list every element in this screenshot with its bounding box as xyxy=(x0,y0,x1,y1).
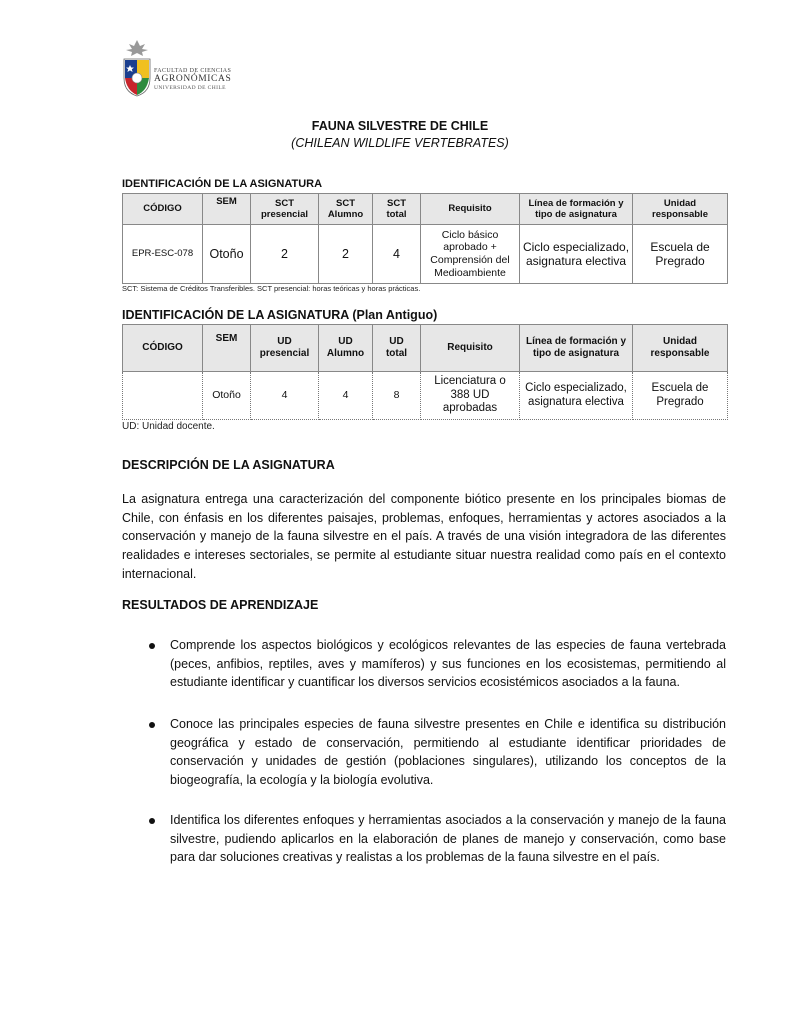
bullet-icon xyxy=(146,640,158,652)
header-line: UD xyxy=(338,336,353,347)
header-line: Unidad xyxy=(663,197,697,209)
cell-ud-total: 8 xyxy=(373,372,421,420)
cell-unidad xyxy=(633,372,728,420)
header-requisito: Requisito xyxy=(421,325,520,372)
cell-line: asignatura electiva xyxy=(528,395,624,408)
cell-requisito xyxy=(421,372,520,420)
cell-line: Pregrado xyxy=(655,254,705,268)
cell-ud-alumno: 4 xyxy=(319,372,373,420)
document-title: FAUNA SILVESTRE DE CHILE xyxy=(311,119,489,133)
resultados-heading: RESULTADOS DE APRENDIZAJE xyxy=(122,598,319,612)
header-line: tipo de asignatura xyxy=(535,209,617,220)
cell-line: aprobado + xyxy=(443,241,497,254)
header-line: SCT xyxy=(336,197,355,209)
logo-line-university: UNIVERSIDAD DE CHILE xyxy=(154,84,226,91)
cell-line: Ciclo básico xyxy=(441,228,499,241)
table-row xyxy=(123,372,728,420)
header-sem: SEM xyxy=(203,194,251,225)
cell-line: aprobadas xyxy=(442,402,498,415)
cell-sem: Otoño xyxy=(203,372,251,420)
logo-line-agronomicas: AGRONÓMICAS xyxy=(154,74,232,84)
cell-sct-total: 4 xyxy=(373,225,421,284)
ud-note: UD: Unidad docente. xyxy=(122,421,215,432)
cell-unidad xyxy=(633,225,728,284)
ident-old-table xyxy=(122,324,728,420)
cell-requisito xyxy=(421,225,520,284)
cell-ud-presencial: 4 xyxy=(251,372,319,420)
cell-codigo: EPR-ESC-078 xyxy=(123,225,203,284)
cell-line: Escuela de xyxy=(651,381,709,394)
header-unidad xyxy=(633,325,728,372)
cell-sct-presencial: 2 xyxy=(251,225,319,284)
document-subtitle: (CHILEAN WILDLIFE VERTEBRATES) xyxy=(291,136,509,150)
cell-codigo xyxy=(123,372,203,420)
header-line: UD xyxy=(277,336,292,347)
header-line: Alumno xyxy=(327,209,364,220)
table-row xyxy=(123,225,728,284)
cell-line: Ciclo especializado, xyxy=(525,381,627,394)
faculty-logo xyxy=(121,38,233,98)
header-sct-presencial xyxy=(251,194,319,225)
header-line: presencial xyxy=(259,348,310,359)
header-sct-total xyxy=(373,194,421,225)
header-line: tipo de asignatura xyxy=(532,348,620,359)
ident-table xyxy=(122,193,728,284)
ident-old-heading: IDENTIFICACIÓN DE LA ASIGNATURA (Plan Antiguo) xyxy=(122,308,438,322)
resultado-item-2: Conoce las principales especies de fauna silvestre presentes en Chile e identifica su distribución geográfica y estado de conservación, permitiendo al estudiante identificar prioridades de conservación y unidades de gestión (poblaciones singulares), utilizando los conceptos de la biogeografía, la ecología y la biología evolutiva. xyxy=(170,717,726,788)
cell-line: Escuela de xyxy=(650,239,710,254)
header-line: presencial xyxy=(261,209,308,220)
cell-line: 388 UD xyxy=(450,388,490,401)
header-sem: SEM xyxy=(203,325,251,372)
header-unidad xyxy=(633,194,728,225)
header-line: total xyxy=(386,209,407,220)
header-codigo: CÓDIGO xyxy=(123,194,203,225)
bullet-icon xyxy=(146,719,158,731)
header-requisito: Requisito xyxy=(421,194,520,225)
header-sct-alumno xyxy=(319,194,373,225)
cell-sct-alumno: 2 xyxy=(319,225,373,284)
table-header-row xyxy=(123,194,728,225)
cell-line: Pregrado xyxy=(656,395,704,408)
cell-linea xyxy=(520,372,633,420)
header-line: Unidad xyxy=(663,336,697,347)
header-line: responsable xyxy=(652,209,708,220)
header-line: Línea de formación y xyxy=(528,197,624,209)
header-ud-alumno xyxy=(319,325,373,372)
header-line: UD xyxy=(389,336,404,347)
cell-line: Comprensión del xyxy=(430,254,510,266)
cell-line: asignatura electiva xyxy=(525,254,627,268)
header-codigo: CÓDIGO xyxy=(123,325,203,372)
cell-sem: Otoño xyxy=(203,225,251,284)
header-line: SCT xyxy=(275,197,294,209)
resultado-item-3: Identifica los diferentes enfoques y herramientas asociados a la conservación y manejo de la fauna silvestre, pudiendo aplicarlos en la elaboración de planes de manejo y conservación, como base para dar soluciones creativas y realistas a los problemas de la fauna silvestre en el país. xyxy=(170,813,726,865)
table-header-row xyxy=(123,325,728,372)
university-shield-icon xyxy=(121,38,153,98)
descripcion-text: La asignatura entrega una caracterización del componente biótico presente en los principales biomas de Chile, con énfasis en los diferentes paisajes, problemas, enfoques, herramientas y actores asociados a la conservación y manejo de la fauna silvestre en el país. A través de una visión integradora de las diferentes realidades e intereses sectoriales, se permite al estudiante situar nuestra realidad como país en el contexto internacional. xyxy=(122,492,726,581)
header-line: Línea de formación y xyxy=(525,336,627,347)
header-linea xyxy=(520,325,633,372)
bullet-icon xyxy=(146,815,158,827)
header-linea xyxy=(520,194,633,225)
header-ud-presencial xyxy=(251,325,319,372)
cell-line: Licenciatura o xyxy=(434,374,506,387)
header-line: total xyxy=(385,348,408,359)
header-line: responsable xyxy=(650,348,710,359)
descripcion-heading: DESCRIPCIÓN DE LA ASIGNATURA xyxy=(122,458,335,472)
header-line: Alumno xyxy=(326,348,365,359)
cell-line: Ciclo especializado, xyxy=(522,239,630,254)
header-line: SCT xyxy=(387,197,406,209)
ident-heading: IDENTIFICACIÓN DE LA ASIGNATURA xyxy=(122,178,323,190)
sct-note: SCT: Sistema de Créditos Transferibles. SCT presencial: horas teóricas y horas prácticas. xyxy=(122,284,421,293)
cell-linea xyxy=(520,225,633,284)
header-ud-total xyxy=(373,325,421,372)
logo-line-faculty: FACULTAD DE CIENCIAS xyxy=(154,68,232,74)
resultado-item-1: Comprende los aspectos biológicos y ecológicos relevantes de las especies de fauna vertebrada (peces, anfibios, reptiles, aves y mamíferos) y sus funciones en los ecosistemas, permitiendo al estudiante identificar y cuantificar los diversos servicios ecosistémicos asociados a la fauna. xyxy=(170,638,726,690)
cell-line: Medioambiente xyxy=(434,266,506,279)
